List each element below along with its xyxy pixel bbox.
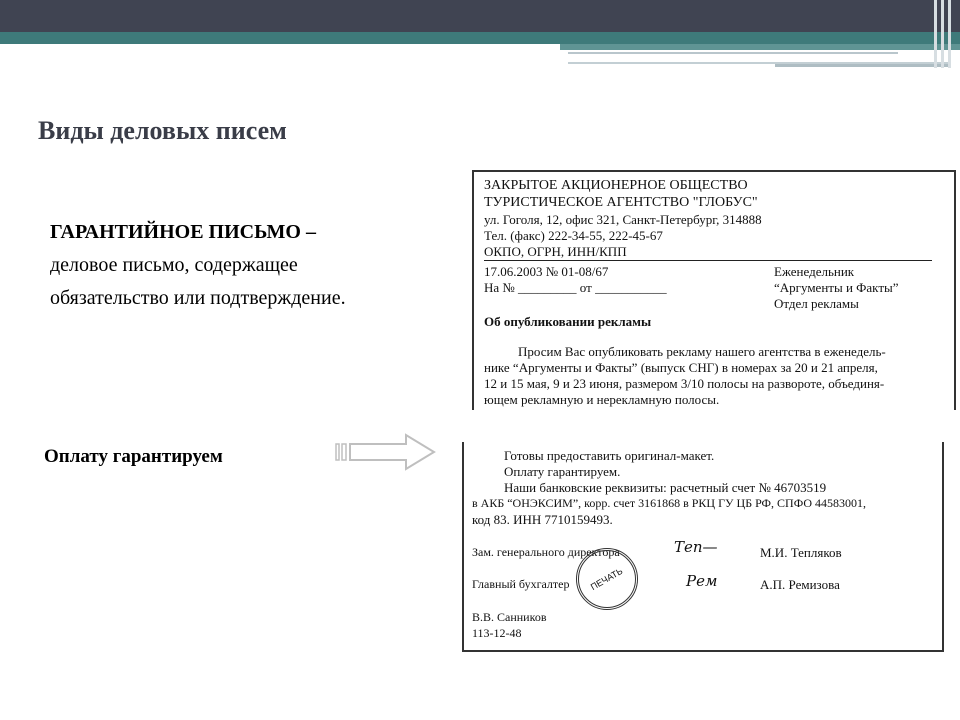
slide-title: Виды деловых писем [38,116,287,145]
letter-phone: Тел. (факс) 222-34-55, 222-45-67 [484,228,663,243]
header-stripe [934,0,937,68]
header-stripe [941,0,944,68]
letter-body-line: ющем рекламную и нерекламную полосы. [484,392,720,407]
letter-codes: ОКПО, ОГРН, ИНН/КПП [484,244,627,259]
letter-body-line: нике “Аргументы и Факты” (выпуск СНГ) в номерах за 20 и 21 апреля, [484,360,878,375]
header-accent-bar-secondary [560,44,960,50]
signature: Теп— [674,538,718,556]
header-thin-line [568,52,898,54]
letter-addressee: Еженедельник [774,264,855,279]
letter-body-line: Наши банковские реквизиты: расчетный счет № 46703519 [504,480,827,495]
signatory-role: Главный бухгалтер [472,577,570,591]
header-stripe [948,0,951,68]
letter-executor-phone: 113-12-48 [472,626,522,640]
letter-subject: Об опубликовании рекламы [484,314,652,329]
guarantee-phrase: Оплату гарантируем [44,446,223,467]
letter-body-line: 12 и 15 мая, 9 и 23 июня, размером 3/10 полосы на развороте, объединя- [484,376,885,391]
header-bar [0,0,960,32]
letter-body-line: в АКБ “ОНЭКСИМ”, корр. счет 3161868 в РКЦ ГУ ЦБ РФ, СПФО 44583001, [472,496,867,510]
letter-addressee: “Аргументы и Факты” [774,280,899,295]
definition-line: обязательство или подтверждение. [50,287,346,309]
signatory-name: М.И. Тепляков [760,545,842,560]
letter-address: ул. Гоголя, 12, офис 321, Санкт-Петербург, 314888 [484,212,762,227]
stamp-icon: ПЕЧАТЬ [576,548,638,610]
signature: Рем [686,572,718,590]
term-heading: ГАРАНТИЙНОЕ ПИСЬМО – [50,221,316,243]
signatory-role: Зам. генерального директора [472,545,620,559]
letter-date-number: 17.06.2003 № 01-08/67 [484,264,609,279]
letter-scan-top [472,170,956,410]
definition-line: деловое письмо, содержащее [50,254,298,276]
letter-body-line: Готовы предоставить оригинал-макет. [504,448,715,463]
letter-executor: В.В. Санников [472,610,547,624]
letter-org: ТУРИСТИЧЕСКОЕ АГЕНТСТВО "ГЛОБУС" [484,195,758,210]
letter-org: ЗАКРЫТОЕ АКЦИОНЕРНОЕ ОБЩЕСТВО [484,178,748,193]
letter-scan-bottom [462,442,944,652]
right-arrow-icon [334,432,438,472]
letter-body-line: Оплату гарантируем. [504,464,621,479]
signatory-name: А.П. Ремизова [760,577,840,592]
definition-block [50,216,470,315]
header-accent-bar [0,32,960,44]
letter-rule [484,260,932,261]
header-thin-line [775,64,950,67]
letter-reference: На № _________ от ___________ [484,280,667,295]
letter-addressee: Отдел рекламы [774,296,859,311]
letter-body-line: Просим Вас опубликовать рекламу нашего агентства в еженедель- [518,344,886,359]
letter-body-line: код 83. ИНН 7710159493. [472,512,613,527]
